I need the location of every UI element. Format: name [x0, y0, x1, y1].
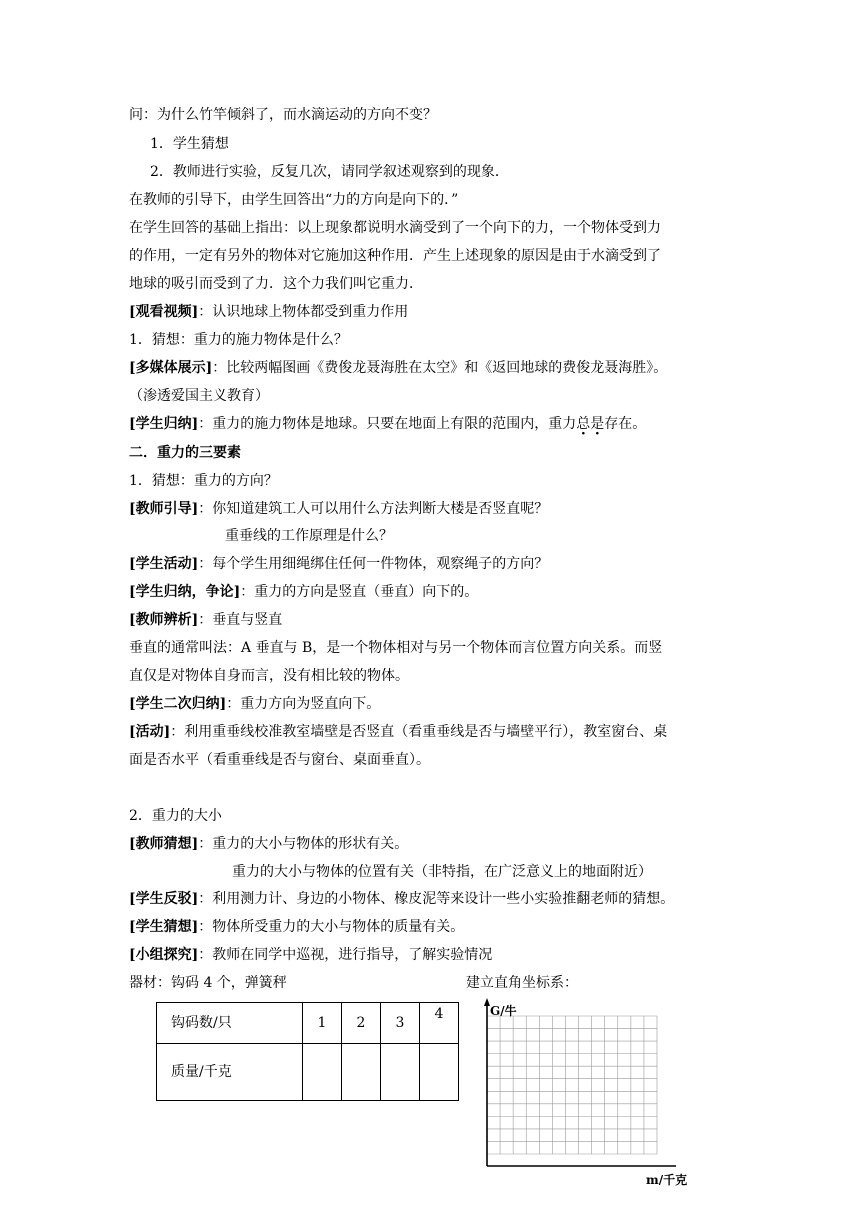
group-explore-tag: [小组探究]: [129, 947, 199, 963]
paragraph-1b: 的作用，一定有另外的物体对它施加这种作用．产生上述现象的原因是由于水滴受到了: [129, 248, 661, 264]
teacher-discern-tag: [教师辨析]: [129, 612, 199, 628]
guide-line: 在教师的引导下，由学生回答出“力的方向是向下的．”: [129, 192, 459, 208]
equipment-line: 器材：钩码 4 个，弹簧秤: [129, 975, 287, 991]
student-guess-text: ：物体所受重力的大小与物体的质量有关。: [198, 919, 465, 935]
table-cell: [381, 1044, 420, 1101]
student-guess-line: [129, 920, 464, 934]
table-cell: 3: [381, 1003, 420, 1044]
group-explore-text: ：教师在同学中巡视，进行指导，了解实验情况: [198, 947, 493, 963]
media-line: [129, 361, 667, 375]
y-axis-label: G/牛: [490, 1004, 517, 1018]
paragraph-2a: 垂直的通常叫法：A 垂直与 B，是一个物体相对与另一个物体而言位置方向关系。而竖: [129, 640, 663, 656]
student-activity-tag: [学生活动]: [129, 556, 199, 572]
table-cell: [342, 1044, 381, 1101]
teacher-guess-line: [129, 837, 408, 851]
student-refute-tag: [学生反驳]: [129, 891, 199, 907]
emphasis-char-2: 是: [590, 416, 605, 432]
paragraph-1a: 在学生回答的基础上指出：以上现象都说明水滴受到了一个向下的力，一个物体受到力: [129, 220, 661, 236]
table-row: [157, 1003, 459, 1044]
table-row: [157, 1044, 459, 1101]
student-activity-line: [129, 557, 548, 571]
size-heading: 2．重力的大小: [129, 808, 222, 824]
summary-2-tag: [学生二次归纳]: [129, 696, 227, 712]
guess-direction-line: 1．猜想：重力的方向？: [129, 473, 278, 489]
x-axis-label: m/千克: [646, 1173, 688, 1187]
teacher-guide-line: [129, 502, 548, 516]
section-2-heading: 二．重力的三要素: [129, 445, 241, 461]
hook-mass-table: [156, 1002, 459, 1101]
activity-text: ：利用重垂线校准教室墙壁是否竖直（看重垂线是否与墙壁平行），教室窗台、桌: [170, 724, 668, 740]
group-explore-line: [129, 948, 492, 962]
summary-1-text-a: ：重力的施力物体是地球。只要在地面上有限的范围内，重力: [198, 416, 577, 432]
summary-2-line: [129, 697, 380, 711]
table-cell: 1: [303, 1003, 342, 1044]
question-line: 问：为什么竹竿倾斜了，而水滴运动的方向不变？: [129, 107, 437, 123]
teacher-guide-line-2: 重垂线的工作原理是什么？: [225, 528, 393, 544]
table-cell: [420, 1044, 459, 1101]
student-guess-tag: [学生猜想]: [129, 919, 199, 935]
student-refute-line: [129, 892, 674, 906]
grid-lines: [487, 1016, 657, 1154]
media-note-line: （渗透爱国主义教育）: [129, 388, 269, 404]
debate-text: ：重力的方向是竖直（垂直）向下的。: [240, 584, 479, 600]
summary-1-tag: [学生归纳]: [129, 416, 199, 432]
summary-2-text: ：重力方向为竖直向下。: [226, 696, 381, 712]
video-tag: [观看视频]: [129, 304, 199, 320]
emphasis-char-1: 总: [576, 416, 591, 432]
activity-line-2: 面是否水平（看重垂线是否与窗台、桌面垂直）。: [129, 752, 430, 768]
paragraph-1c: 地球的吸引而受到了力．这个力我们叫它重力．: [129, 276, 423, 292]
teacher-discern-text: ：垂直与竖直: [198, 612, 283, 628]
teacher-guide-text: ：你知道建筑工人可以用什么方法判断大楼是否竖直呢？: [198, 501, 549, 517]
video-text: ：认识地球上物体都受到重力作用: [198, 304, 409, 320]
student-refute-text: ：利用测力计、身边的小物体、橡皮泥等来设计一些小实验推翻老师的猜想。: [198, 891, 675, 907]
video-line: [129, 305, 408, 319]
table-cell: [303, 1044, 342, 1101]
teacher-guide-tag: [教师引导]: [129, 501, 199, 517]
debate-line: [129, 585, 478, 599]
step-2-line: 2．教师进行实验，反复几次，请同学叙述观察到的现象．: [150, 164, 509, 180]
activity-line: [129, 725, 667, 739]
media-tag: [多媒体展示]: [129, 360, 213, 376]
debate-tag: [学生归纳，争论]: [129, 584, 241, 600]
guess-source-line: 1．猜想：重力的施力物体是什么？: [129, 332, 348, 348]
summary-1-text-b: 存在。: [604, 416, 647, 432]
coordinate-line: 建立直角坐标系：: [466, 975, 578, 991]
table-cell: 2: [342, 1003, 381, 1044]
paragraph-2b: 直仅是对物体自身而言，没有相比较的物体。: [129, 668, 409, 684]
teacher-guess-tag: [教师猜想]: [129, 836, 199, 852]
table-header-mass: 质量/千克: [157, 1044, 303, 1101]
table-cell: 4: [420, 1003, 459, 1044]
student-activity-text: ：每个学生用细绳绑住任何一件物体，观察绳子的方向？: [198, 556, 549, 572]
activity-tag: [活动]: [129, 724, 171, 740]
teacher-guess-text: ：重力的大小与物体的形状有关。: [198, 836, 409, 852]
media-text: ：比较两幅图画《费俊龙聂海胜在太空》和《返回地球的费俊龙聂海胜》。: [212, 360, 668, 376]
table-header-hooks: 钩码数/只: [157, 1003, 303, 1044]
step-1-line: 1．学生猜想: [150, 136, 229, 152]
teacher-discern-line: [129, 613, 282, 627]
teacher-guess-line-2: 重力的大小与物体的位置有关（非特指，在广泛意义上的地面附近）: [232, 864, 652, 880]
coordinate-grid: [470, 996, 700, 1191]
summary-1-line: [129, 417, 646, 431]
